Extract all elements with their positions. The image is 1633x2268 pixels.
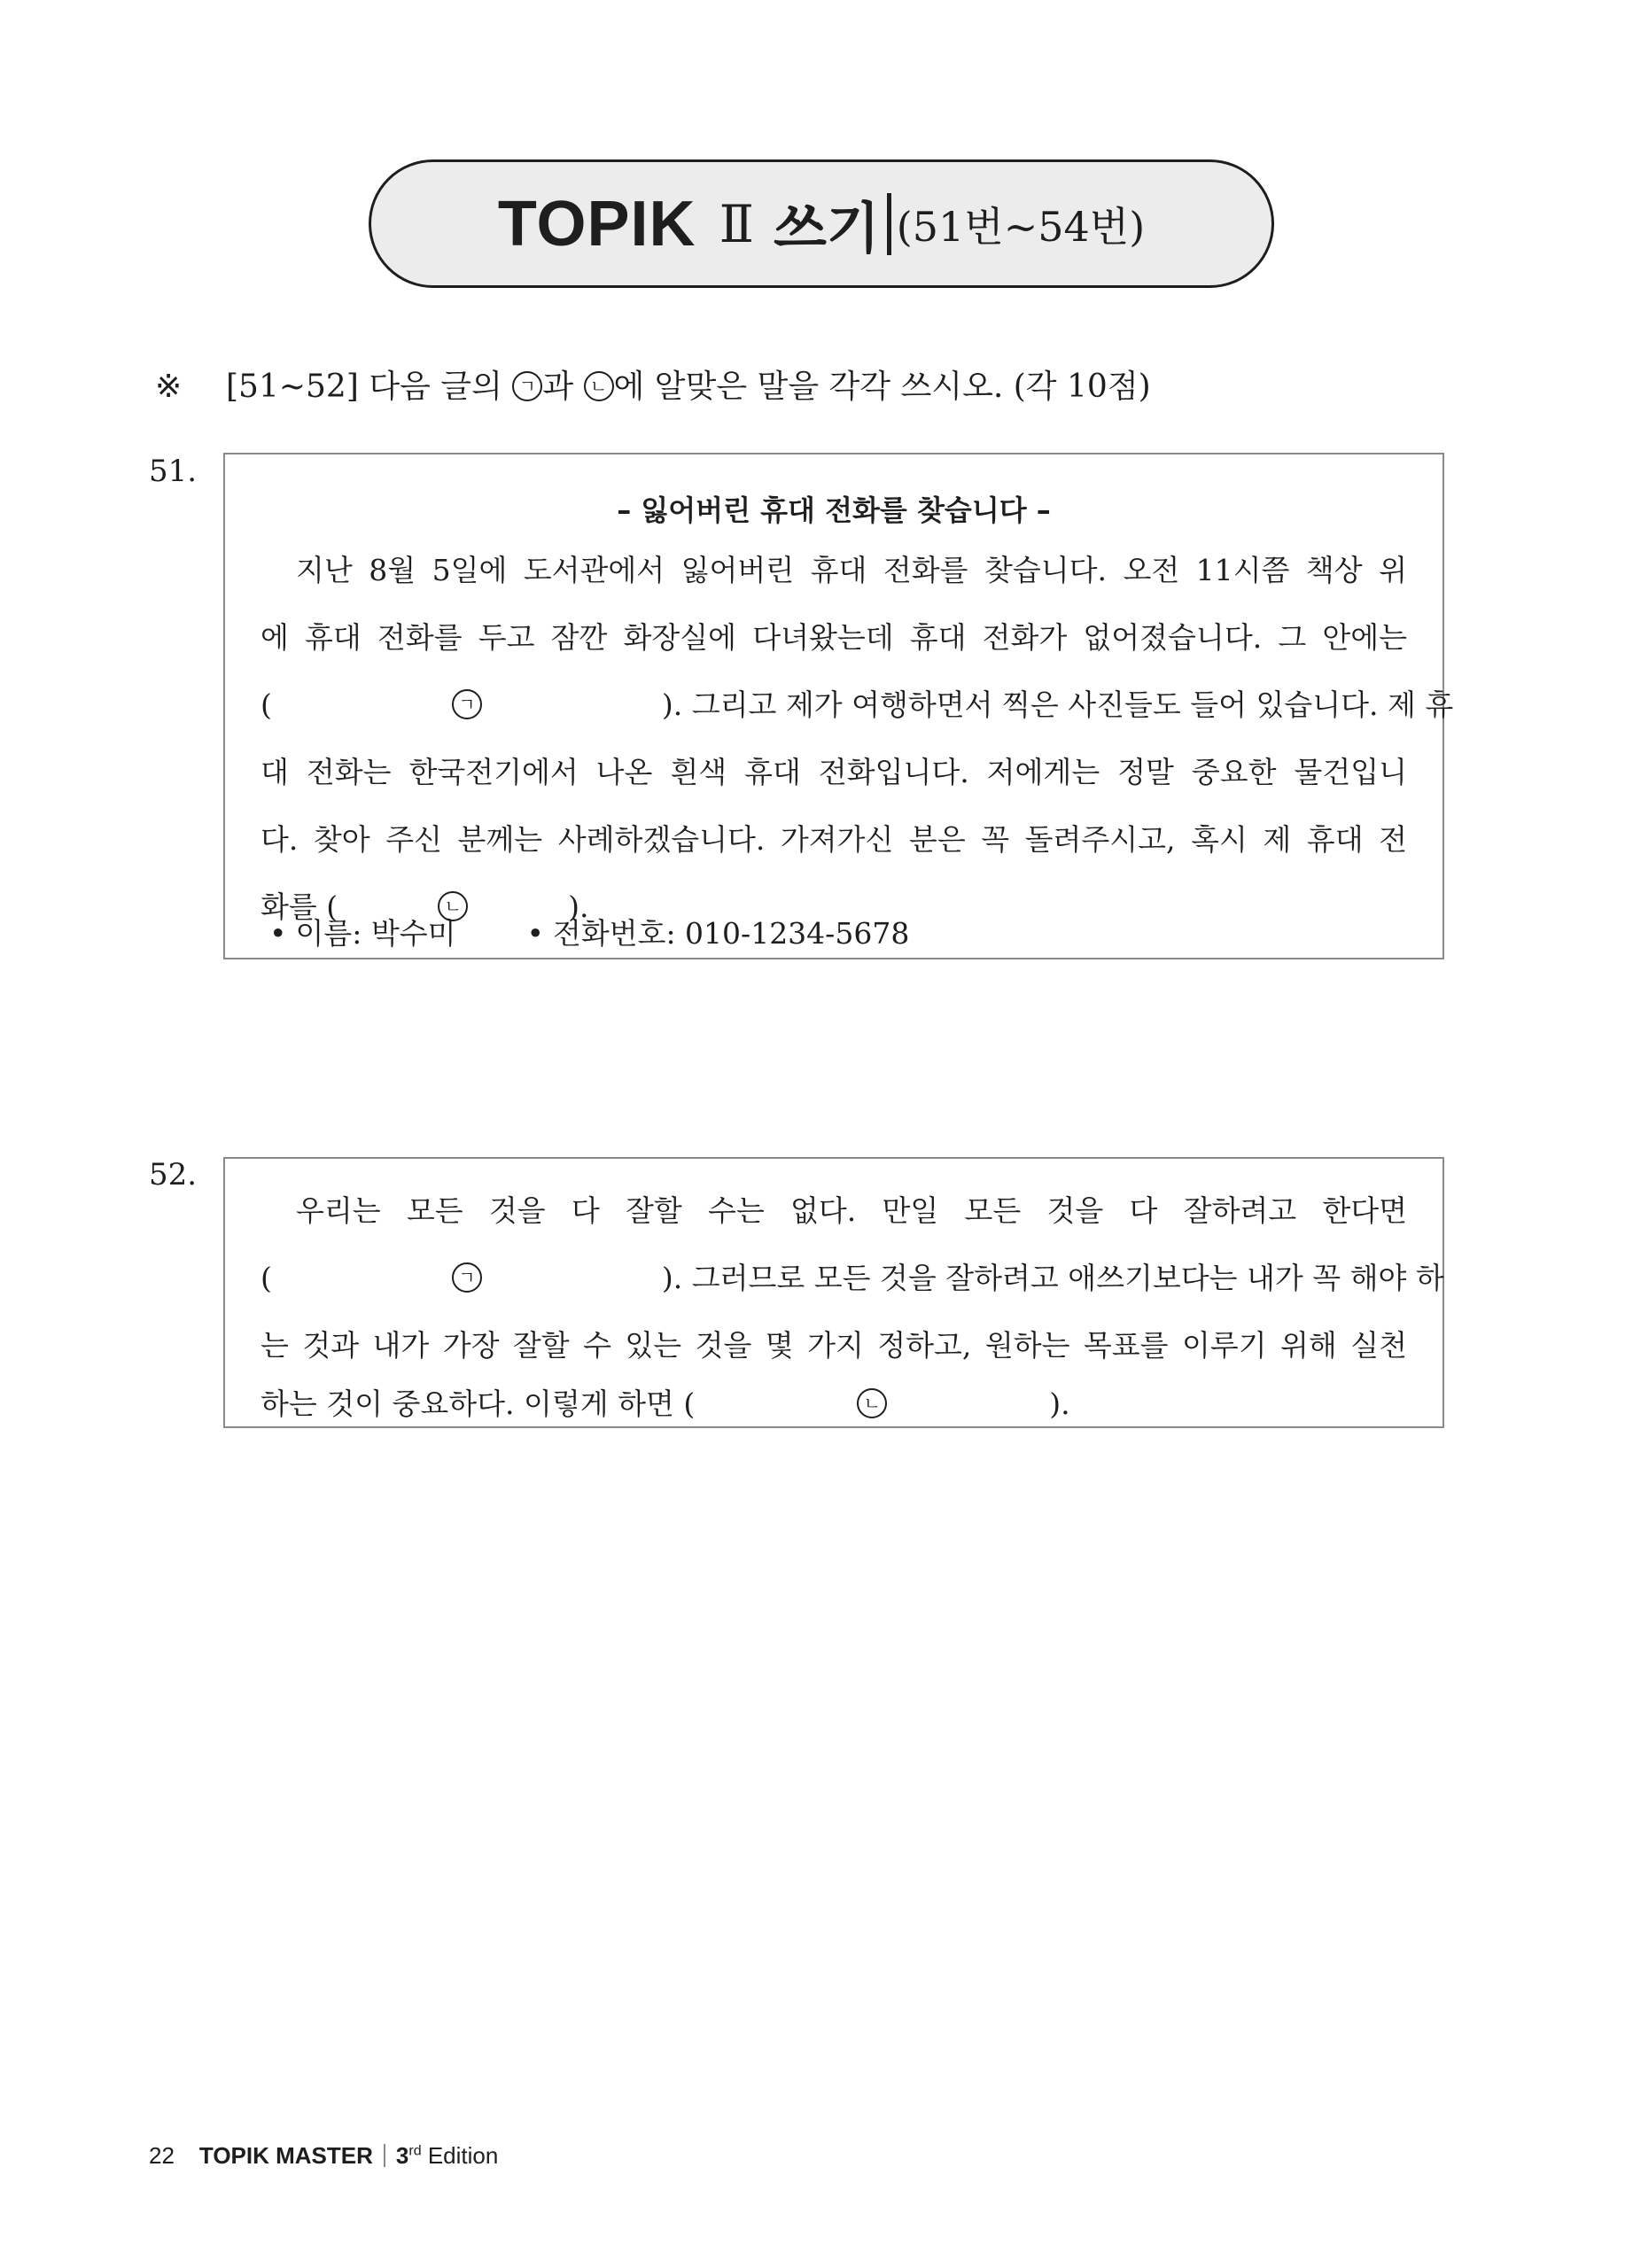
passage-line: 는 것과 내가 가장 잘할 수 있는 것을 몇 가지 정하고, 원하는 목표를 이루기 위해 실천	[261, 1328, 1407, 1363]
instruction-text: 과	[542, 369, 584, 405]
contact-name: 이름: 박수미	[295, 916, 456, 951]
passage-line: 지난 8월 5일에 도서관에서 잃어버린 휴대 전화를 찾습니다. 오전 11시쯤 책상 위	[296, 553, 1407, 587]
blank-nieun: ㄴ	[857, 1388, 887, 1418]
passage-text: ). 그러므로 모든 것을 잘하려고 애쓰기보다는 내가 꼭 해야 하	[661, 1261, 1444, 1295]
blank-giyeok: ㄱ	[452, 1262, 482, 1293]
title-topik: TOPIK	[497, 188, 696, 260]
question-52-box	[223, 1157, 1444, 1428]
title-question-range: (51번~54번)	[896, 202, 1146, 251]
instruction	[155, 361, 1151, 407]
page-number: 22	[149, 2142, 175, 2169]
passage-text: 화를 (	[261, 889, 338, 924]
edition-number: 3	[395, 2142, 409, 2169]
edition-label: Edition	[421, 2142, 499, 2169]
bracket-close: ).	[1049, 1386, 1070, 1421]
circle-giyeok-label: ㄱ	[512, 371, 542, 401]
title-level: Ⅱ	[719, 193, 754, 254]
edition-suffix: rd	[408, 2143, 422, 2159]
passage-line: 대 전화는 한국전기에서 나온 흰색 휴대 전화입니다. 저에게는 정말 중요한 물건입니	[261, 755, 1407, 789]
passage-line	[261, 683, 1454, 727]
blank-giyeok: ㄱ	[452, 689, 482, 719]
passage-line: 에 휴대 전화를 두고 잠깐 화장실에 다녀왔는데 휴대 전화가 없어졌습니다. 그 안에는	[261, 620, 1407, 655]
title-divider	[887, 193, 891, 255]
footer-divider	[384, 2144, 385, 2167]
passage-line	[261, 1256, 1444, 1301]
reference-mark: ※	[155, 369, 183, 405]
contact-info: • 이름: 박수미 • 전화번호: 010-1234-5678	[269, 916, 910, 951]
bracket-open: (	[261, 1261, 272, 1295]
bracket-open: (	[261, 687, 272, 722]
question-51-box	[223, 453, 1454, 959]
notice-heading: – 잃어버린 휴대 전화를 찾습니다 –	[617, 493, 1051, 527]
question-51-number: 51.	[149, 454, 198, 489]
instruction-text: [51~52] 다음 글의	[226, 369, 513, 405]
circle-nieun-label: ㄴ	[584, 371, 614, 401]
blank-nieun: ㄴ	[438, 891, 468, 921]
section-title-banner	[369, 159, 1274, 288]
passage-line	[261, 1386, 1407, 1421]
question-52-number: 52.	[149, 1157, 198, 1192]
contact-phone: 전화번호: 010-1234-5678	[552, 916, 910, 951]
passage-text: ). 그리고 제가 여행하면서 찍은 사진들도 들어 있습니다. 제 휴	[661, 687, 1454, 722]
title-writing: 쓰기	[773, 196, 880, 260]
instruction-text: 에 알맞은 말을 각각 쓰시오. (각 10점)	[613, 369, 1151, 405]
book-title: TOPIK MASTER	[198, 2142, 373, 2169]
page-footer	[149, 2142, 498, 2170]
bracket-close: ).	[568, 889, 589, 924]
passage-line: 다. 찾아 주신 분께는 사례하겠습니다. 가져가신 분은 꼭 돌려주시고, 혹시 제 휴대 전	[261, 822, 1407, 857]
passage-text: 하는 것이 중요하다. 이렇게 하면 (	[261, 1386, 696, 1421]
passage-line: 우리는 모든 것을 다 잘할 수는 없다. 만일 모든 것을 다 잘하려고 한다면	[296, 1193, 1407, 1228]
